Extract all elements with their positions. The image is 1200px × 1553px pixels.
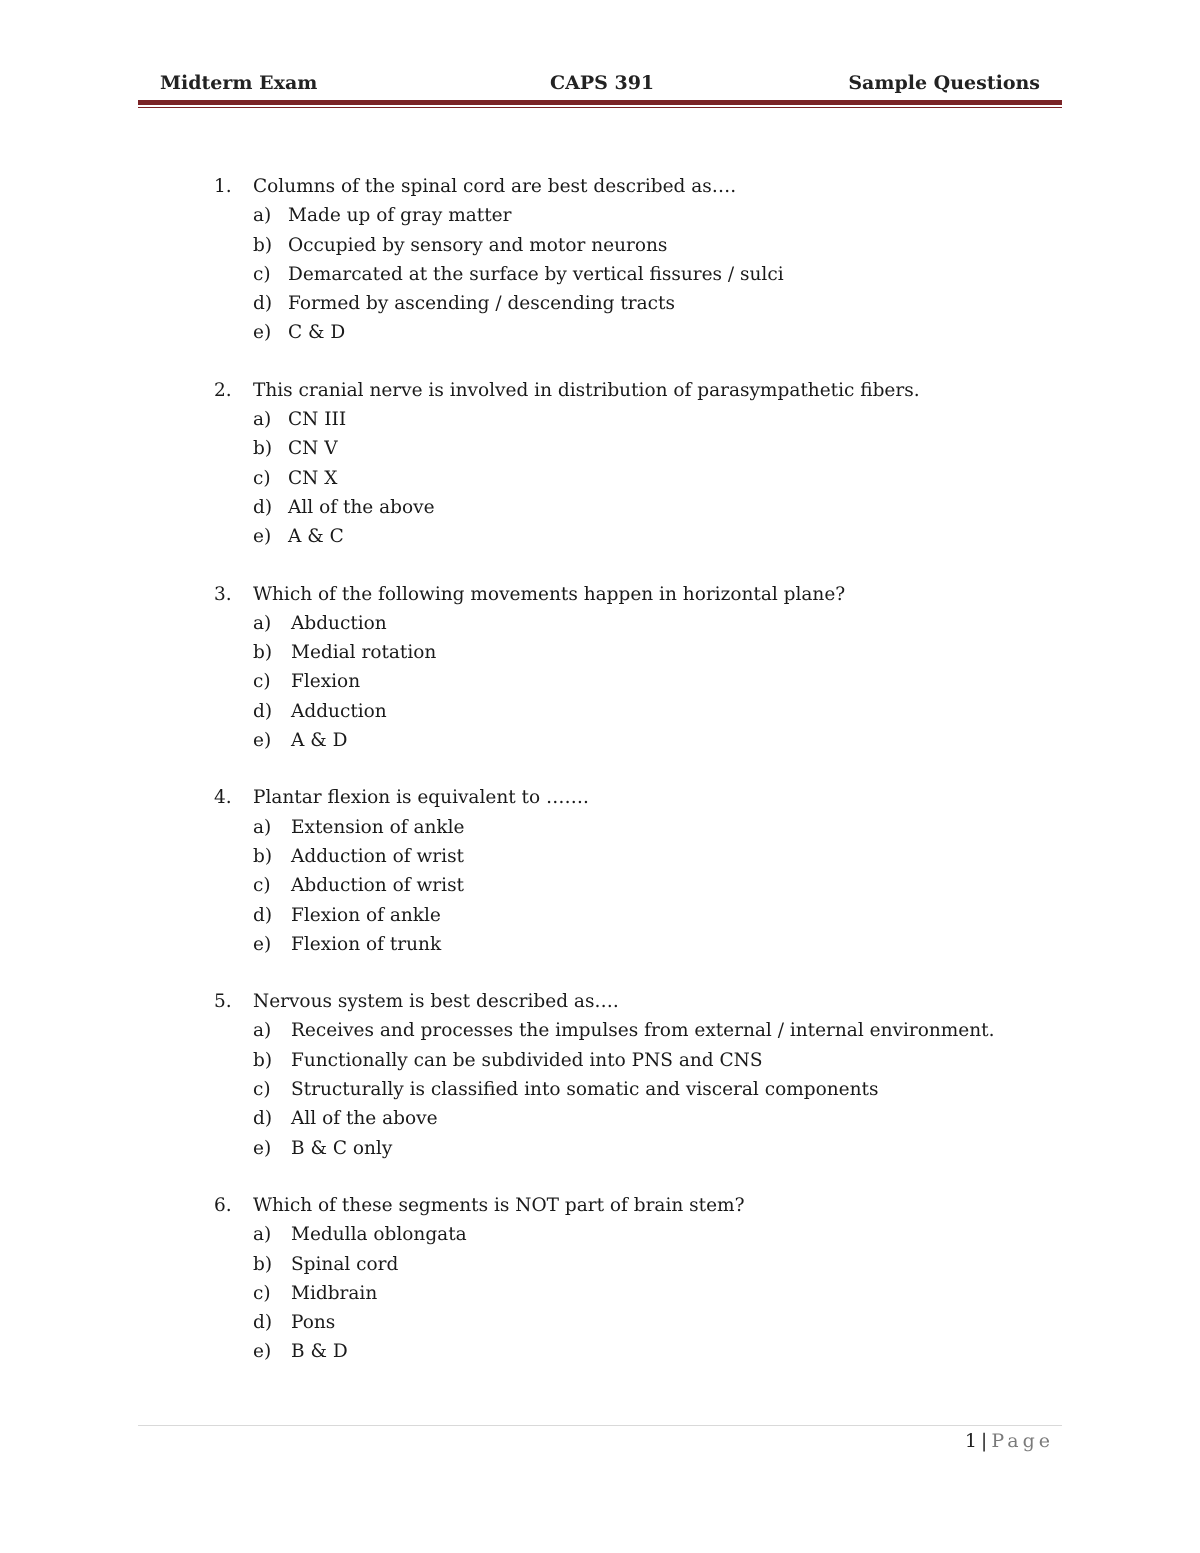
option-d [214, 289, 1054, 318]
option-label: b) [253, 1253, 273, 1275]
option-text: Made up of gray matter [288, 205, 512, 227]
option-c [214, 260, 1054, 289]
option-text: Adduction of wrist [291, 845, 464, 867]
option-text: Pons [291, 1312, 336, 1334]
option-d [214, 1308, 1054, 1337]
option-b [214, 1250, 1054, 1279]
option-text: Medial rotation [291, 642, 437, 664]
option-label: d) [253, 496, 273, 518]
question-text: Columns of the spinal cord are best described as…. [253, 176, 737, 197]
footer-rule [138, 1425, 1062, 1426]
option-a [214, 201, 1054, 230]
option-label: e) [253, 730, 272, 752]
page-header [160, 72, 1040, 98]
option-a [214, 1220, 1054, 1249]
option-text: Extension of ankle [291, 816, 465, 838]
option-text: Structurally is classified into somatic and visceral components [291, 1079, 879, 1101]
option-e [214, 1337, 1054, 1366]
option-text: C & D [288, 322, 346, 344]
question-text: Which of the following movements happen in horizontal plane? [253, 583, 846, 605]
option-label: c) [253, 1079, 271, 1101]
option-label: a) [253, 1020, 272, 1042]
header-exam-title: Midterm Exam [160, 72, 318, 94]
option-text: Receives and processes the impulses from external / internal environment. [291, 1020, 995, 1042]
option-label: d) [253, 293, 273, 315]
option-text: CN III [288, 409, 347, 431]
option-text: Occupied by sensory and motor neurons [288, 234, 668, 256]
option-label: e) [253, 1137, 272, 1159]
option-text: Functionally can be subdivided into PNS and CNS [291, 1049, 763, 1071]
option-b [214, 1046, 1054, 1075]
option-label: d) [253, 904, 273, 926]
option-label: c) [253, 671, 271, 693]
option-e [214, 726, 1054, 755]
option-d [214, 493, 1054, 522]
option-d [214, 901, 1054, 930]
header-rule-thick [138, 100, 1062, 105]
option-b [214, 231, 1054, 260]
header-document-type: Sample Questions [848, 72, 1040, 94]
option-label: a) [253, 205, 272, 227]
option-text: Spinal cord [291, 1253, 399, 1275]
question-2 [214, 376, 1054, 552]
question-4 [214, 783, 1054, 959]
question-number: 1. [214, 176, 232, 197]
question-stem [214, 987, 1054, 1016]
option-label: b) [253, 845, 273, 867]
option-e [214, 930, 1054, 959]
question-list [214, 172, 1054, 1395]
option-label: b) [253, 642, 273, 664]
question-stem [214, 1191, 1054, 1220]
option-label: b) [253, 234, 273, 256]
option-label: a) [253, 612, 272, 634]
option-text: A & D [291, 730, 348, 752]
question-number: 4. [214, 787, 232, 809]
option-d [214, 1104, 1054, 1133]
option-label: c) [253, 263, 271, 285]
question-stem [214, 172, 1054, 201]
page-word: Page [991, 1430, 1054, 1452]
question-stem [214, 580, 1054, 609]
option-text: B & D [291, 1341, 348, 1363]
option-e [214, 522, 1054, 551]
option-text: Demarcated at the surface by vertical fissures / sulci [288, 263, 784, 285]
page-number: 1 [964, 1430, 977, 1452]
question-stem [214, 783, 1054, 812]
question-stem [214, 376, 1054, 405]
option-text: All of the above [288, 496, 435, 518]
footer-separator: | [980, 1430, 988, 1452]
option-b [214, 638, 1054, 667]
option-label: d) [253, 700, 273, 722]
option-text: CN X [288, 467, 338, 489]
question-number: 5. [214, 991, 232, 1013]
option-label: d) [253, 1108, 273, 1130]
header-rule-thin [138, 107, 1062, 108]
option-e [214, 318, 1054, 347]
option-a [214, 813, 1054, 842]
question-number: 6. [214, 1194, 232, 1216]
option-label: b) [253, 1049, 273, 1071]
option-text: Medulla oblongata [291, 1224, 467, 1246]
option-c [214, 464, 1054, 493]
question-number: 3. [214, 583, 232, 605]
header-course-code: CAPS 391 [550, 72, 655, 94]
option-label: e) [253, 526, 272, 548]
option-text: Formed by ascending / descending tracts [288, 293, 675, 315]
option-e [214, 1134, 1054, 1163]
option-label: a) [253, 409, 272, 431]
option-text: Abduction [291, 612, 387, 634]
option-a [214, 1016, 1054, 1045]
option-text: All of the above [291, 1108, 438, 1130]
option-text: A & C [288, 526, 344, 548]
option-label: a) [253, 1224, 272, 1246]
option-c [214, 871, 1054, 900]
option-text: Midbrain [291, 1282, 378, 1304]
question-text: Nervous system is best described as…. [253, 991, 619, 1013]
option-c [214, 1279, 1054, 1308]
question-number: 2. [214, 379, 232, 401]
option-label: c) [253, 1282, 271, 1304]
option-label: e) [253, 1341, 272, 1363]
option-label: b) [253, 438, 273, 460]
option-text: Flexion of ankle [291, 904, 441, 926]
question-text: This cranial nerve is involved in distribution of parasympathetic fibers. [253, 379, 920, 401]
option-d [214, 697, 1054, 726]
question-text: Plantar flexion is equivalent to ……. [253, 787, 589, 809]
option-text: Adduction [291, 700, 387, 722]
option-c [214, 667, 1054, 696]
option-a [214, 609, 1054, 638]
option-label: e) [253, 322, 272, 344]
option-c [214, 1075, 1054, 1104]
option-b [214, 434, 1054, 463]
page-footer [965, 1430, 1054, 1452]
option-label: d) [253, 1312, 273, 1334]
option-label: c) [253, 467, 271, 489]
option-text: CN V [288, 438, 338, 460]
option-b [214, 842, 1054, 871]
option-label: e) [253, 933, 272, 955]
question-5 [214, 987, 1054, 1163]
option-a [214, 405, 1054, 434]
question-text: Which of these segments is NOT part of brain stem? [253, 1194, 745, 1216]
option-text: Abduction of wrist [291, 875, 464, 897]
question-3 [214, 580, 1054, 756]
option-text: Flexion [291, 671, 361, 693]
question-6 [214, 1191, 1054, 1367]
option-label: c) [253, 875, 271, 897]
option-label: a) [253, 816, 272, 838]
option-text: B & C only [291, 1137, 393, 1159]
question-1 [214, 172, 1054, 348]
option-text: Flexion of trunk [291, 933, 442, 955]
